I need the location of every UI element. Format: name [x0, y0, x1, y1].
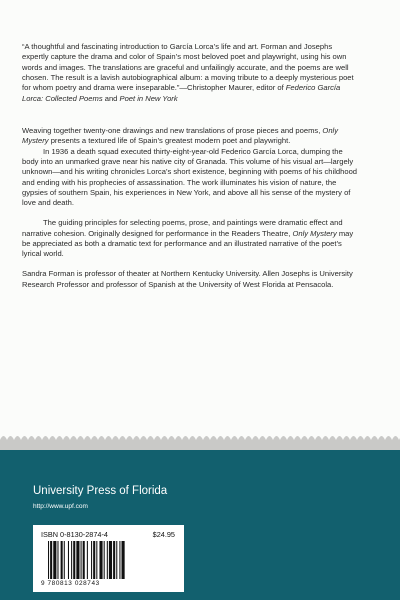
quote-book-title: Federico García Lorca: Collected Poems: [22, 83, 341, 103]
publisher-website[interactable]: http://www.upf.com: [33, 503, 88, 510]
intro-book-title: Only Mystery: [22, 126, 339, 146]
ean-number: 9 780813 028743: [41, 580, 100, 587]
principles-book-title: Only Mystery: [292, 228, 337, 238]
principles-paragraph: The guiding principles for selecting poems, prose, and paintings were dramatic effect and narrative cohesion. Originally designed for performance in the Readers Theatre, Only Mystery may be appreciated as both a dramatic text for performance and an illustrated narrative of the poet’s lyrical world.: [22, 218, 354, 259]
intro-paragraph: Weaving together twenty-one drawings and new translations of prose pieces and poems, Only Mystery presents a textured life of Spain’s greatest modern poet and playwright.: [22, 126, 339, 146]
history-paragraph: In 1936 a death squad executed thirty-eight-year-old Federico García Lorca, dumping the body into an unmarked grave near his native city of Granada. This volume of his visual art—largely unknown—and his writing chronicles Lorca’s short existence, beginning with poems of his childhood and ending with his prophecies of assassination. The work illuminates his vision of nature, the gypsies of southern Spain, his experiences in New York, and above all his sense of the mystery of love and death.: [22, 146, 358, 208]
barcode-icon: [47, 541, 177, 579]
isbn-number: ISBN 0-8130-2874-4: [41, 530, 108, 539]
quote-book-title-2: Poet in New York: [119, 93, 178, 103]
publisher-name: University Press of Florida: [33, 485, 168, 497]
barcode-panel: [33, 525, 184, 592]
review-quote: “A thoughtful and fascinating introduction to García Lorca’s life and art. Forman and Josephs expertly capture the drama and color of Spain’s most beloved poet and playwright, using his own words and images. The translations are graceful and unfailingly accurate, and the poems are well chosen. The result is a lavish autobiographical album: a moving tribute to a deeply mysterious poet for whom poetry and drama were inseparable.”—Christopher Maurer, editor of Federico García Lorca: Collected Poems and Poet in New York: [22, 42, 354, 103]
blurb-text: [22, 42, 358, 290]
scallop-border: [0, 433, 400, 451]
price-label: $24.95: [152, 530, 175, 539]
author-bios: Sandra Forman is professor of theater at Northern Kentucky University. Allen Josephs is University Research Professor and professor of Spanish at the University of West Florida at Pensacola.: [22, 269, 353, 289]
